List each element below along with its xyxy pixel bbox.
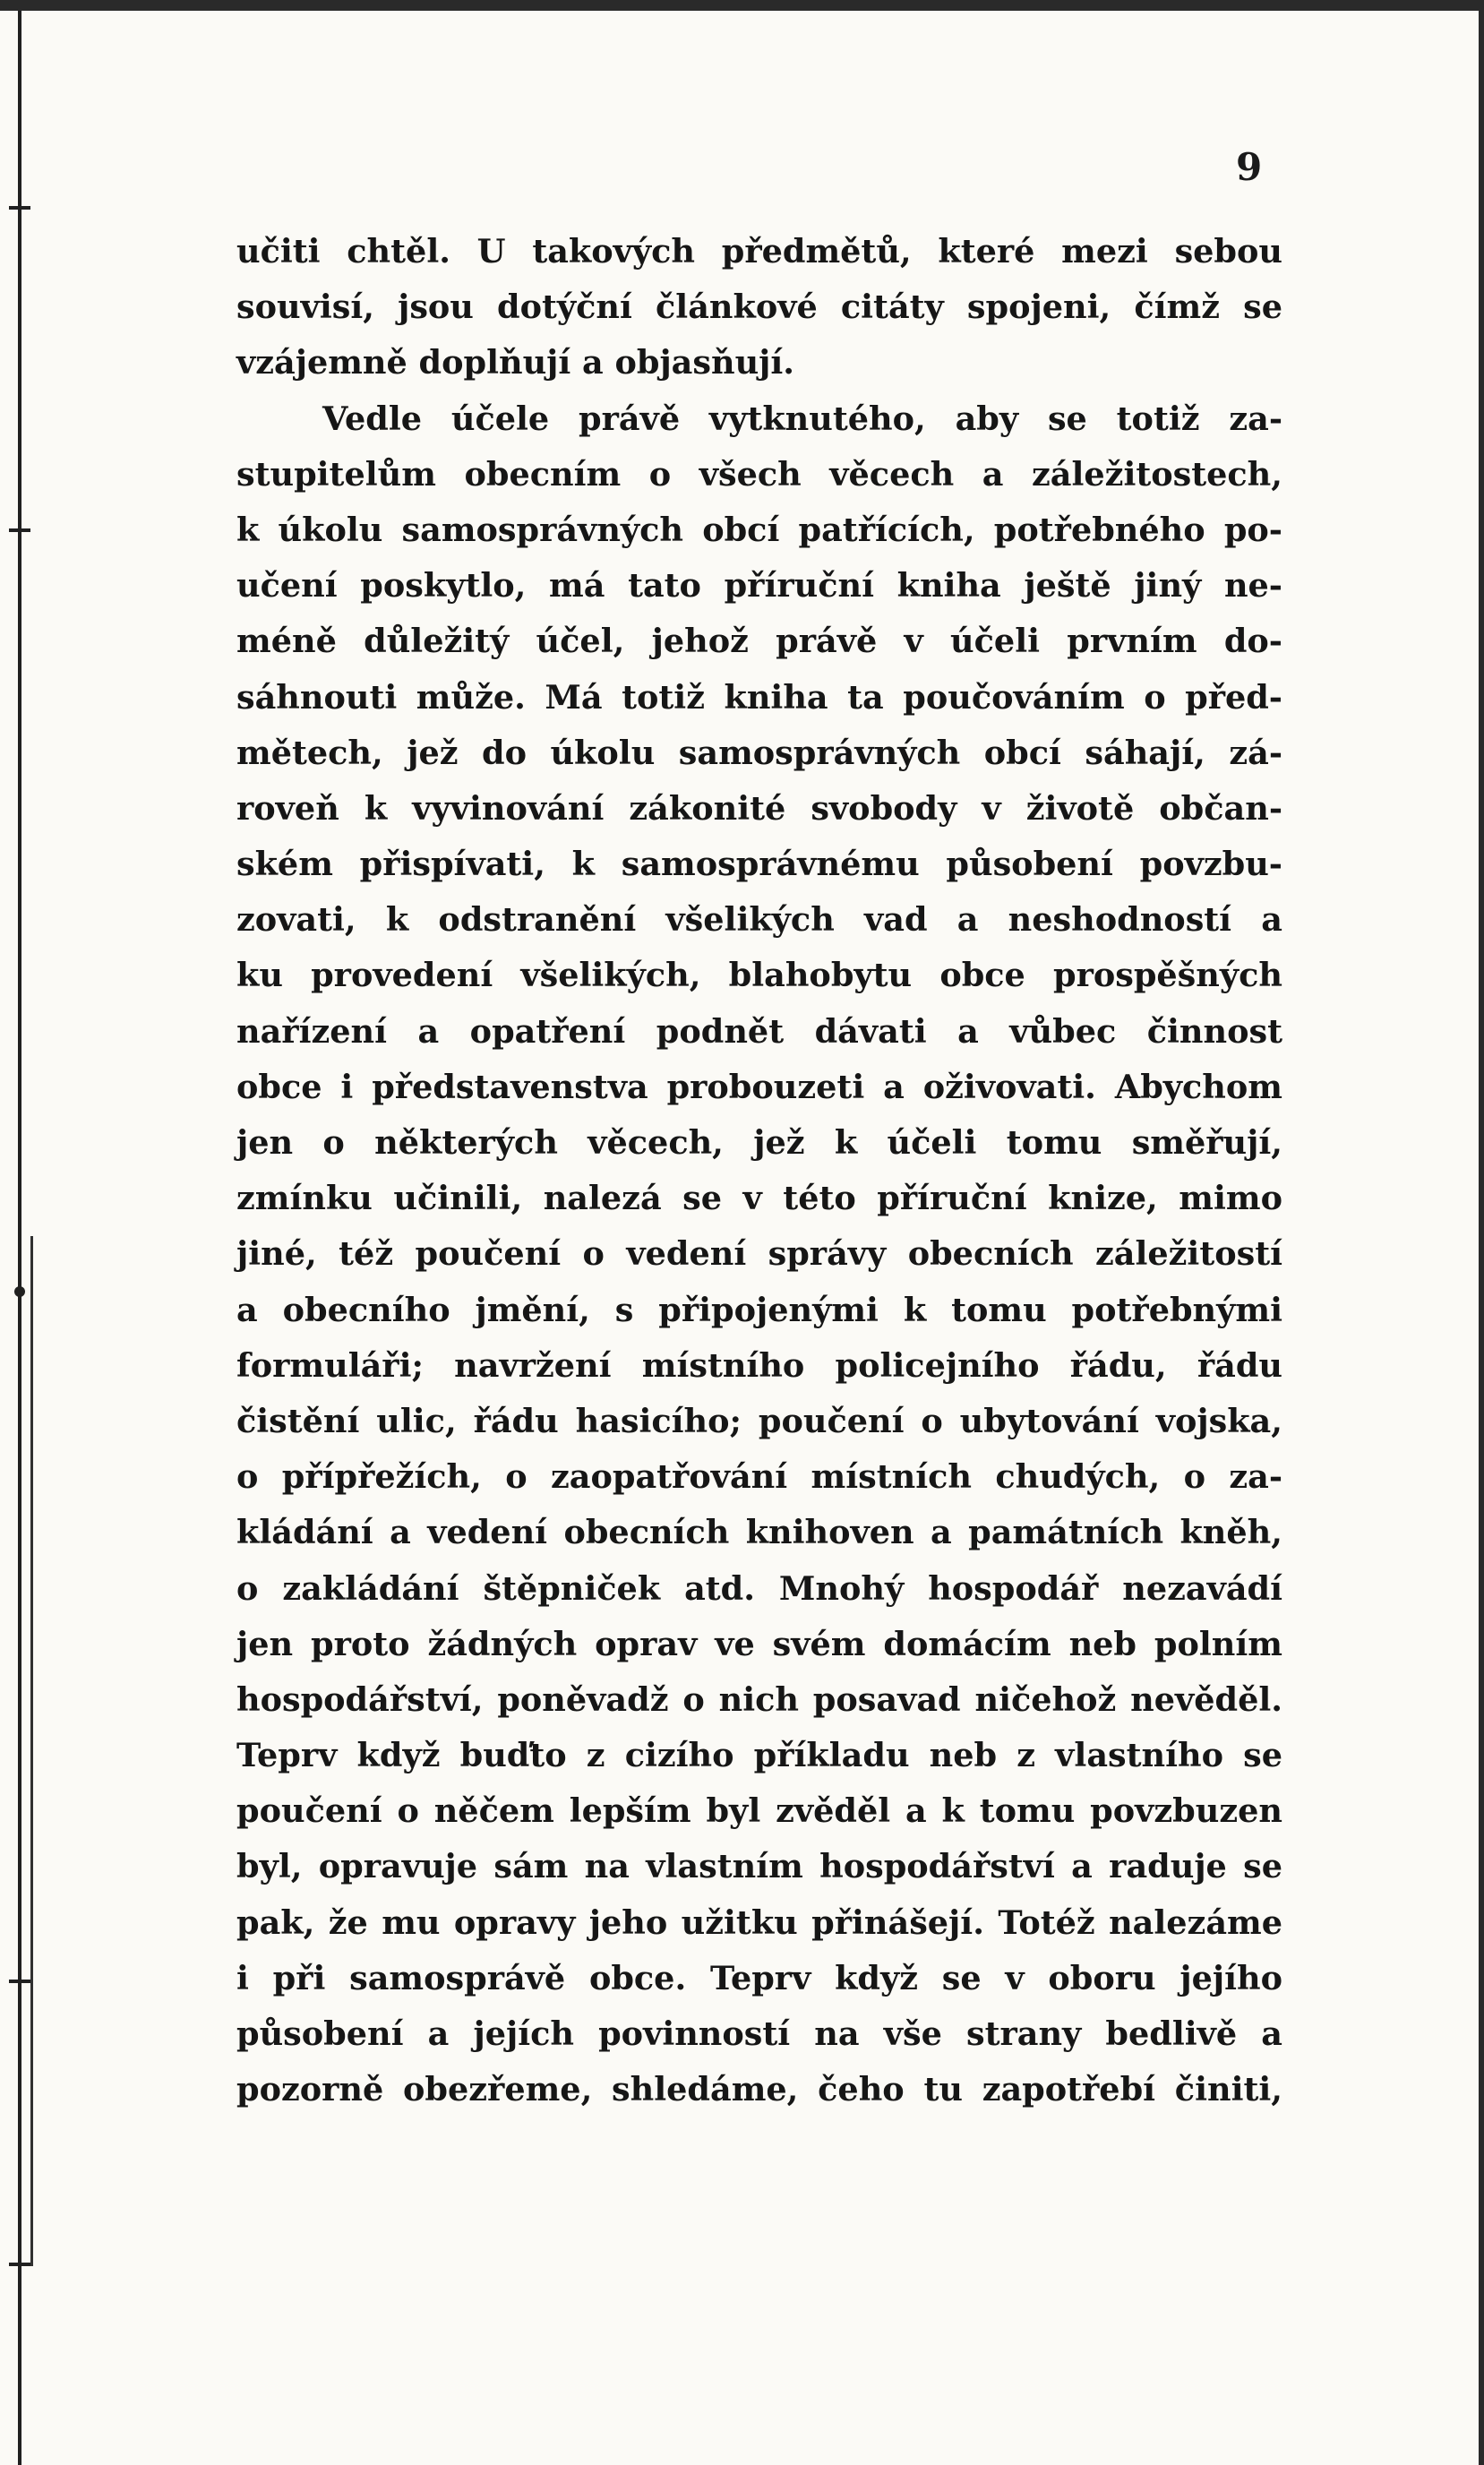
text-line: mětech, jež do úkolu samosprávných obcí sáhají, zá- [236,733,1282,772]
text-line: ském přispívati, k samosprávnému působení povzbu- [236,845,1282,884]
binding-spine-inner [30,1236,33,2266]
binding-dot [14,1286,25,1297]
binding-mark [9,206,30,210]
text-line: i při samosprávě obce. Teprv když se v oboru jejího [236,1958,1282,1997]
text-line: k úkolu samosprávných obcí patřících, potřebného po- [236,510,1282,549]
text-line: čistění ulic, řádu hasicího; poučení o ubytování vojska, [236,1401,1282,1440]
text-line: učení poskytlo, má tato příruční kniha ještě jiný ne- [236,566,1282,606]
binding-mark [9,528,30,532]
text-line: působení a jejích povinností na vše strany bedlivě a [236,2014,1282,2053]
text-line: souvisí, jsou dotýční článkové citáty spojeni, čímž se [236,288,1282,327]
text-line: ku provedení všelikých, blahobytu obce prospěšných [236,956,1282,995]
text-line: jen proto žádných oprav ve svém domácím neb polním [236,1624,1282,1663]
page-number: 9 [1236,145,1263,189]
text-line: méně důležitý účel, jehož právě v účeli prvním do- [236,622,1282,661]
text-line: o přípřežích, o zaopatřování místních chudých, o za- [236,1457,1282,1497]
text-line: stupitelům obecním o všech věcech a záležitostech, [236,454,1282,494]
body-text [236,224,1282,2117]
text-line: byl, opravuje sám na vlastním hospodářství a raduje se [236,1847,1282,1886]
text-line: o zakládání štěpniček atd. Mnohý hospodář nezavádí [236,1568,1282,1608]
text-line: kládání a vedení obecních knihoven a památních kněh, [236,1513,1282,1552]
text-line: nařízení a opatření podnět dávati a vůbec činnost [236,1011,1282,1051]
text-line: učiti chtěl. U takových předmětů, které mezi sebou [236,232,1282,271]
text-line: hospodářství, poněvadž o nich posavad ničehož nevěděl. [236,1679,1282,1719]
text-line: vzájemně doplňují a objasňují. [236,343,795,382]
text-line: Vedle účele právě vytknutého, aby se totiž za- [322,399,1282,438]
text-line: zmínku učinili, nalezá se v této příruční knize, mimo [236,1179,1282,1218]
text-line: pak, že mu opravy jeho užitku přinášejí. Totéž nalezáme [236,1902,1282,1942]
text-line: jen o některých věcech, jež k účeli tomu směřují, [236,1123,1282,1162]
text-line: a obecního jmění, s připojenými k tomu potřebnými [236,1290,1282,1329]
text-line: zovati, k odstranění všelikých vad a neshodností a [236,900,1282,940]
text-line: formuláři; navržení místního policejního řádu, řádu [236,1345,1282,1385]
text-line: Teprv když buďto z cizího příkladu neb z vlastního se [236,1736,1282,1775]
page-right-edge [1479,0,1484,2465]
text-line: sáhnouti může. Má totiž kniha ta poučováním o před- [236,677,1282,717]
binding-mark [9,2263,30,2266]
binding-mark [9,1980,30,1983]
text-line: obce i představenstva probouzeti a oživovati. Abychom [236,1067,1282,1106]
text-line: roveň k vyvinování zákonité svobody v životě občan- [236,788,1282,828]
text-line: pozorně obezřeme, shledáme, čeho tu zapotřebí činiti, [236,2070,1282,2109]
page-top-edge [0,0,1484,11]
text-line: poučení o něčem lepším byl zvěděl a k tomu povzbuzen [236,1791,1282,1831]
binding-spine [18,11,21,2465]
text-line: jiné, též poučení o vedení správy obecních záležitostí [236,1234,1282,1274]
